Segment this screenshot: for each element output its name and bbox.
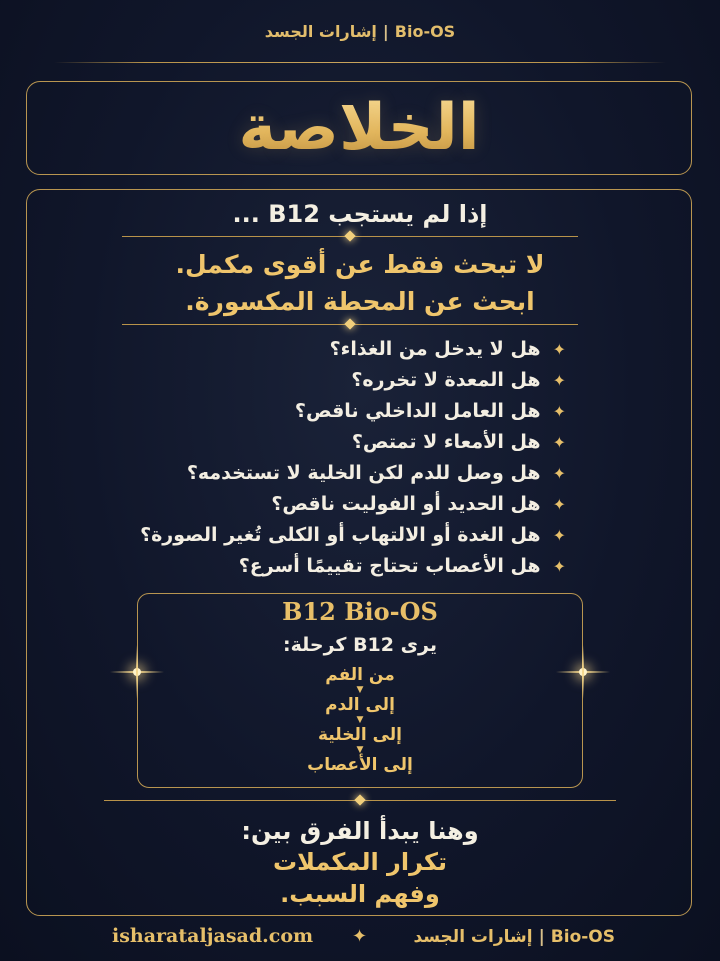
lead-line-2: ابحث عن المحطة المكسورة.: [185, 287, 535, 316]
bio-os-title: B12 Bio-OS: [282, 597, 438, 626]
question-list: [140, 334, 566, 582]
question-text: هل المعدة لا تخرره؟: [351, 369, 541, 391]
header-brand: [0, 22, 720, 41]
arrow-down-icon: ▼: [356, 685, 364, 695]
question-text: هل الحديد أو الفوليت ناقص؟: [271, 493, 541, 515]
question-text: هل الغدة أو الالتهاب أو الكلى تُغير الصورة؟: [140, 524, 541, 546]
question-text: هل الأعصاب تحتاج تقييمًا أسرع؟: [238, 555, 541, 577]
question-text: هل لا يدخل من الغذاء؟: [329, 338, 541, 360]
divider-bottom: [104, 800, 616, 801]
lead-line-1: لا تبحث فقط عن أقوى مكمل.: [175, 250, 545, 279]
conclusion-line-3: وفهم السبب.: [280, 880, 440, 908]
list-item: [146, 427, 566, 458]
question-text: هل الأمعاء لا تمتص؟: [351, 431, 541, 453]
intro-text: إذا لم يستجب B12 ...: [232, 200, 488, 228]
sparkle-icon: ✦: [552, 402, 566, 421]
sparkle-icon: ✦: [552, 526, 566, 545]
arrow-down-icon: ▼: [356, 715, 364, 725]
conclusion: [0, 816, 720, 910]
sparkle-icon: ✦: [352, 926, 368, 947]
conclusion-line-2: تكرار المكملات: [272, 848, 447, 876]
footer-brand-en: Bio-OS: [550, 927, 615, 947]
divider-middle: [122, 324, 578, 325]
sparkle-icon: ✦: [552, 433, 566, 452]
title-frame: [26, 81, 692, 175]
list-item: [146, 365, 566, 396]
question-text: هل العامل الداخلي ناقص؟: [294, 400, 541, 422]
question-text: هل وصل للدم لكن الخلية لا تستخدمه؟: [186, 462, 541, 484]
sparkle-icon: ✦: [552, 340, 566, 359]
journey-step: إلى الدم: [325, 695, 395, 715]
journey-step: إلى الخلية: [318, 725, 402, 745]
list-item: [140, 520, 566, 551]
journey-step: إلى الأعصاب: [307, 755, 413, 775]
sparkle-icon: ✦: [552, 557, 566, 576]
header-brand-ar: إشارات الجسد: [264, 22, 377, 41]
bio-os-subtitle: يرى B12 كرحلة:: [283, 634, 437, 656]
page-title: الخلاصة: [238, 91, 480, 165]
list-item: [146, 551, 566, 582]
list-item: [146, 334, 566, 365]
divider-top: [122, 236, 578, 237]
list-item: [146, 396, 566, 427]
conclusion-line-1: وهنا يبدأ الفرق بين:: [241, 817, 479, 845]
lead-text: [0, 246, 720, 320]
footer-brand-ar: إشارات الجسد: [413, 927, 533, 947]
header-separator: |: [382, 22, 389, 41]
journey-steps: [0, 664, 720, 776]
header-divider: [54, 62, 666, 63]
sparkle-icon: ✦: [552, 371, 566, 390]
sparkle-icon: ✦: [552, 495, 566, 514]
website-link[interactable]: isharataljasad.com: [112, 925, 314, 947]
arrow-down-icon: ▼: [356, 745, 364, 755]
journey-step: من الفم: [325, 665, 395, 685]
header-brand-en: Bio-OS: [394, 22, 456, 41]
list-item: [146, 489, 566, 520]
footer-separator: |: [538, 927, 545, 947]
list-item: [146, 458, 566, 489]
footer: [0, 925, 720, 953]
footer-brand: [410, 927, 615, 947]
sparkle-icon: ✦: [552, 464, 566, 483]
